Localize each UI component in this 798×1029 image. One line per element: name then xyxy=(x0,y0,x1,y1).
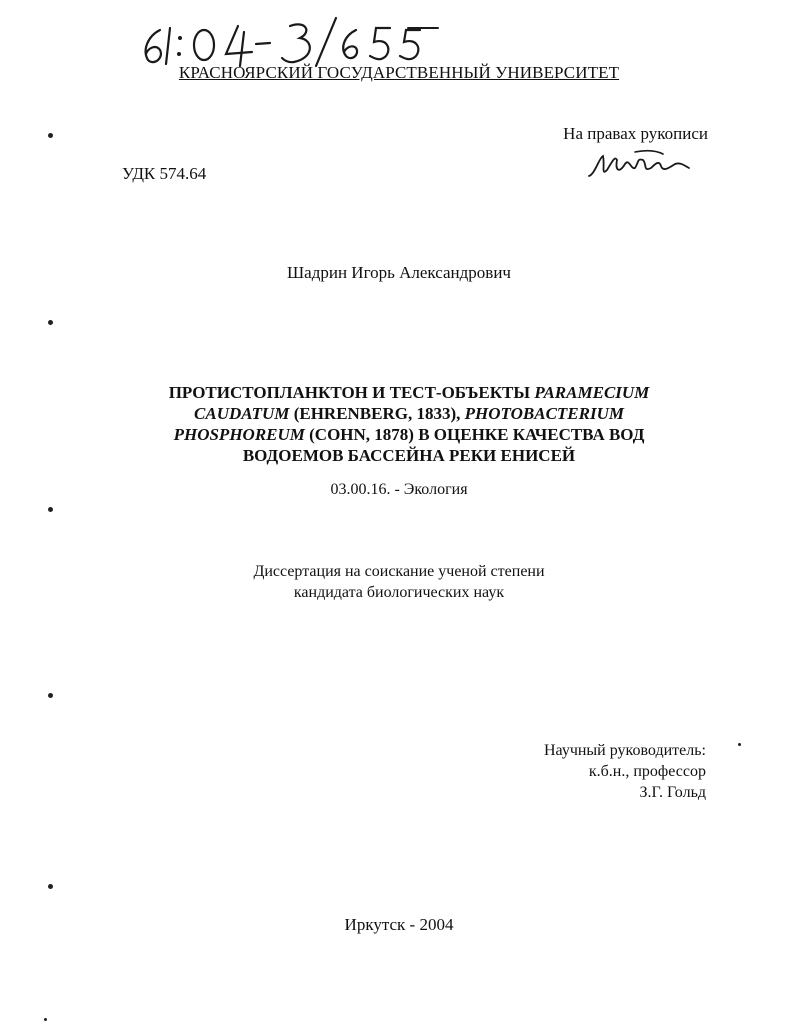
title-part-2: (EHRENBERG, 1833), xyxy=(289,404,465,423)
title-species-2: PHOTOBACTERIUM PHOSPHOREUM xyxy=(173,404,624,444)
degree-statement xyxy=(0,561,798,603)
university-name: КРАСНОЯРСКИЙ ГОСУДАРСТВЕННЫЙ УНИВЕРСИТЕТ xyxy=(178,63,620,82)
degree-line-2: кандидата биологических наук xyxy=(293,584,505,601)
supervisor-name: З.Г. Гольд xyxy=(639,784,706,801)
title-species-1: PARAMECIUM CAUDATUM xyxy=(194,383,650,423)
scan-dot xyxy=(738,743,741,746)
signature-drawing xyxy=(585,146,695,186)
udk-code: УДК 574.64 xyxy=(122,164,207,183)
scan-dot xyxy=(44,1018,47,1021)
binding-mark xyxy=(48,133,53,138)
author-name: Шадрин Игорь Александрович xyxy=(287,263,511,282)
handwritten-signature xyxy=(585,146,695,186)
supervisor-degree: к.б.н., профессор xyxy=(588,763,706,780)
binding-mark xyxy=(48,507,53,512)
supervisor-block xyxy=(544,740,706,803)
title-part-1: ПРОТИСТОПЛАНКТОН И ТЕСТ-ОБЪЕКТЫ xyxy=(168,383,535,402)
handwritten-code-drawing xyxy=(130,8,450,68)
binding-mark xyxy=(48,693,53,698)
specialty-code: 03.00.16. - Экология xyxy=(330,481,468,498)
binding-mark xyxy=(48,884,53,889)
handwritten-archive-code xyxy=(130,8,450,68)
binding-mark xyxy=(48,320,53,325)
degree-line-1: Диссертация на соискание ученой степени xyxy=(253,563,545,580)
supervisor-label: Научный руководитель: xyxy=(543,742,706,759)
title-part-3: (COHN, 1878) В ОЦЕНКЕ КАЧЕСТВА ВОД ВОДОЕМОВ БАССЕЙНА РЕКИ ЕНИСЕЙ xyxy=(242,425,645,465)
dissertation-title xyxy=(130,382,688,466)
manuscript-rights-note: На правах рукописи xyxy=(563,124,708,143)
city-and-year: Иркутск - 2004 xyxy=(344,915,454,934)
